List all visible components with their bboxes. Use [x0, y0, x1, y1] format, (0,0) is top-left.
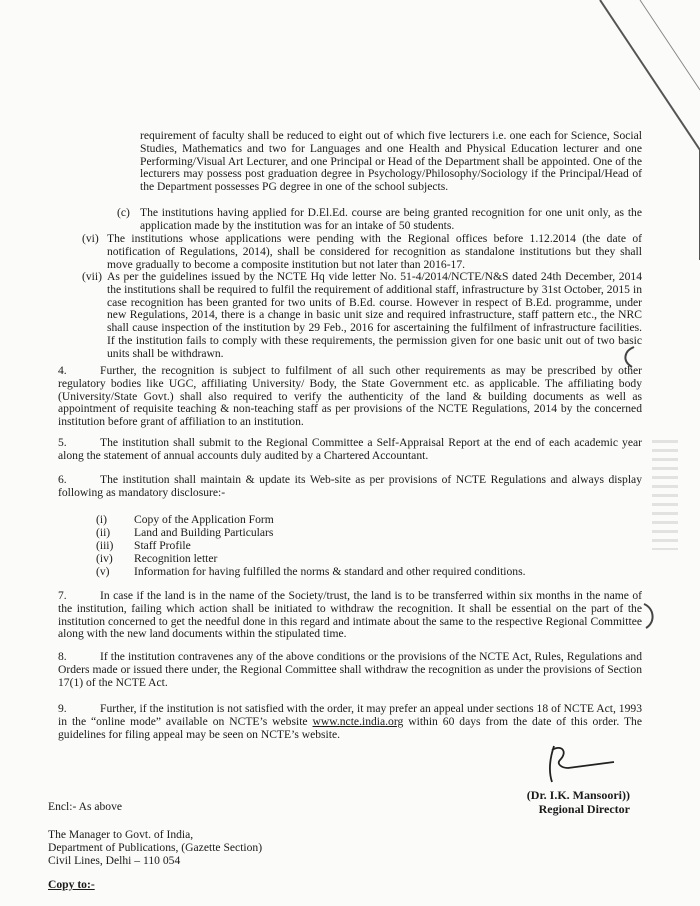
signature-mark [532, 738, 622, 788]
para-8-number: 8. [58, 650, 67, 663]
list-item: (i) Copy of the Application Form [96, 513, 274, 526]
disclosure-list [96, 514, 642, 579]
signatory-name: (Dr. I.K. Mansoori)) [526, 788, 630, 802]
item-c-text: The institutions having applied for D.El.Ed. course are being granted recognition for one unit only, as the application made by the institution was for an intake of 50 students. [140, 206, 642, 232]
address-line: Department of Publications, (Gazette Section) [48, 841, 263, 854]
ncte-website-link[interactable]: www.ncte.india.org [312, 714, 404, 728]
item-vii-text: As per the guidelines issued by the NCTE Hq vide letter No. 51-4/2014/NCTE/N&S dated 24th December, 2014 the institutions shall be required to fulfil the requirement of additional staff, infrastructure by 31st October, 2015 in case recognition has been granted for two units of B.Ed. course. However in respect of B.Ed. programme, under new Regulations, 2014, there is a change in basic unit size and required infrastructure, staff pattern etc., the NRC shall cause inspection of the institution by 29 Feb., 2016 for ascertaining the fulfilment of infrastructure facilities. If the institution fails to comply with these requirements, the permission given for one basic unit out of two basic units shall be withdrawn. [107, 270, 642, 360]
para-9-text: Further, if the institution is not satisfied with the order, it may prefer an appeal under sections 18 of NCTE Act, 1993 in the “online mode” available on NCTE’s website www.ncte.india.org within 60 days from the date of this order. The guidelines for filing appeal may be seen on NCTE’s website. [58, 702, 643, 741]
address-line: Civil Lines, Delhi – 110 054 [48, 854, 181, 867]
para-5-text: The institution shall submit to the Regional Committee a Self-Appraisal Report at the end of each academic year along the statement of annual accounts duly audited by a Chartered Accountant. [58, 436, 642, 462]
continuation-paragraph: requirement of faculty shall be reduced to eight out of which five lecturers i.e. one each for Science, Social Studies, Mathematics and two for Languages and one Health and Physical Education lecturer and one Performing/Visual Art Lecturer, and one Principal or Head of the Department shall be appointed. One of the lecturers may possess post graduation degree in Psychology/Philosophy/Sociology if the Principal/Head of the Department possesses PG degree in one of the school subjects. [140, 129, 642, 194]
punch-mark-2 [640, 600, 660, 630]
item-vi-label: (vi) [82, 232, 99, 245]
item-vii-label: (vii) [82, 270, 102, 283]
para-4-number: 4. [58, 364, 67, 377]
copy-to-heading: Copy to:- [48, 878, 95, 891]
scan-artifact [652, 440, 678, 550]
enclosure-note: Encl:- As above [48, 800, 123, 813]
list-item: (v) Information for having fulfilled the norms & standard and other required conditions. [96, 564, 526, 578]
para-6-text: The institution shall maintain & update its Web-site as per provisions of NCTE Regulations and always display following as mandatory disclosure:- [58, 473, 642, 499]
para-4-text: Further, the recognition is subject to fulfilment of all such other requirements as may be prescribed by other regulatory bodies like UGC, affiliating University/ Body, the State Government etc. as applicable. The affiliating body (University/State Govt.) shall also required to verify the authenticity of the land & building documents as well as appointment of requisite teaching & non-teaching staff as per provisions of the NCTE Regulations, 2014 by the concerned institution before grant of affiliation to an institution. [58, 364, 642, 429]
para-6-number: 6. [58, 473, 67, 486]
para-7-text: In case if the land is in the name of the Society/trust, the land is to be transferred within six months in the name of the institution, failing which action shall be initiated to withdraw the recognition. It shall be essential on the part of the institution concerned to get the needful done in this regard and intimate about the same to the respective Regional Committee along with the new land documents within the stipulated time. [58, 589, 642, 641]
para-5-number: 5. [58, 436, 67, 449]
item-c-label: (c) [117, 206, 130, 219]
para-8-text: If the institution contravenes any of the above conditions or the provisions of the NCTE Act, Rules, Regulations and Orders made or issued there under, the Regional Committee shall withdraw the recognition as under the provisions of Section 17(1) of the NCTE Act. [58, 650, 642, 689]
signatory-title: Regional Director [538, 802, 630, 816]
address-block [48, 828, 262, 867]
list-item: (ii) Land and Building Particulars [96, 525, 274, 539]
para-9-number: 9. [58, 702, 67, 715]
address-line: The Manager to Govt. of India, [48, 828, 194, 841]
list-item: (iii) Staff Profile [96, 538, 191, 552]
item-vi-text: The institutions whose applications were pending with the Regional offices before 1.12.2014 (the date of notification of Regulations, 2014), shall be considered for recognition as standalone institutions but they shall move gradually to become a composite institution but not later than 2016-17. [107, 232, 642, 271]
list-item: (iv) Recognition letter [96, 551, 218, 565]
para-7-number: 7. [58, 589, 67, 602]
